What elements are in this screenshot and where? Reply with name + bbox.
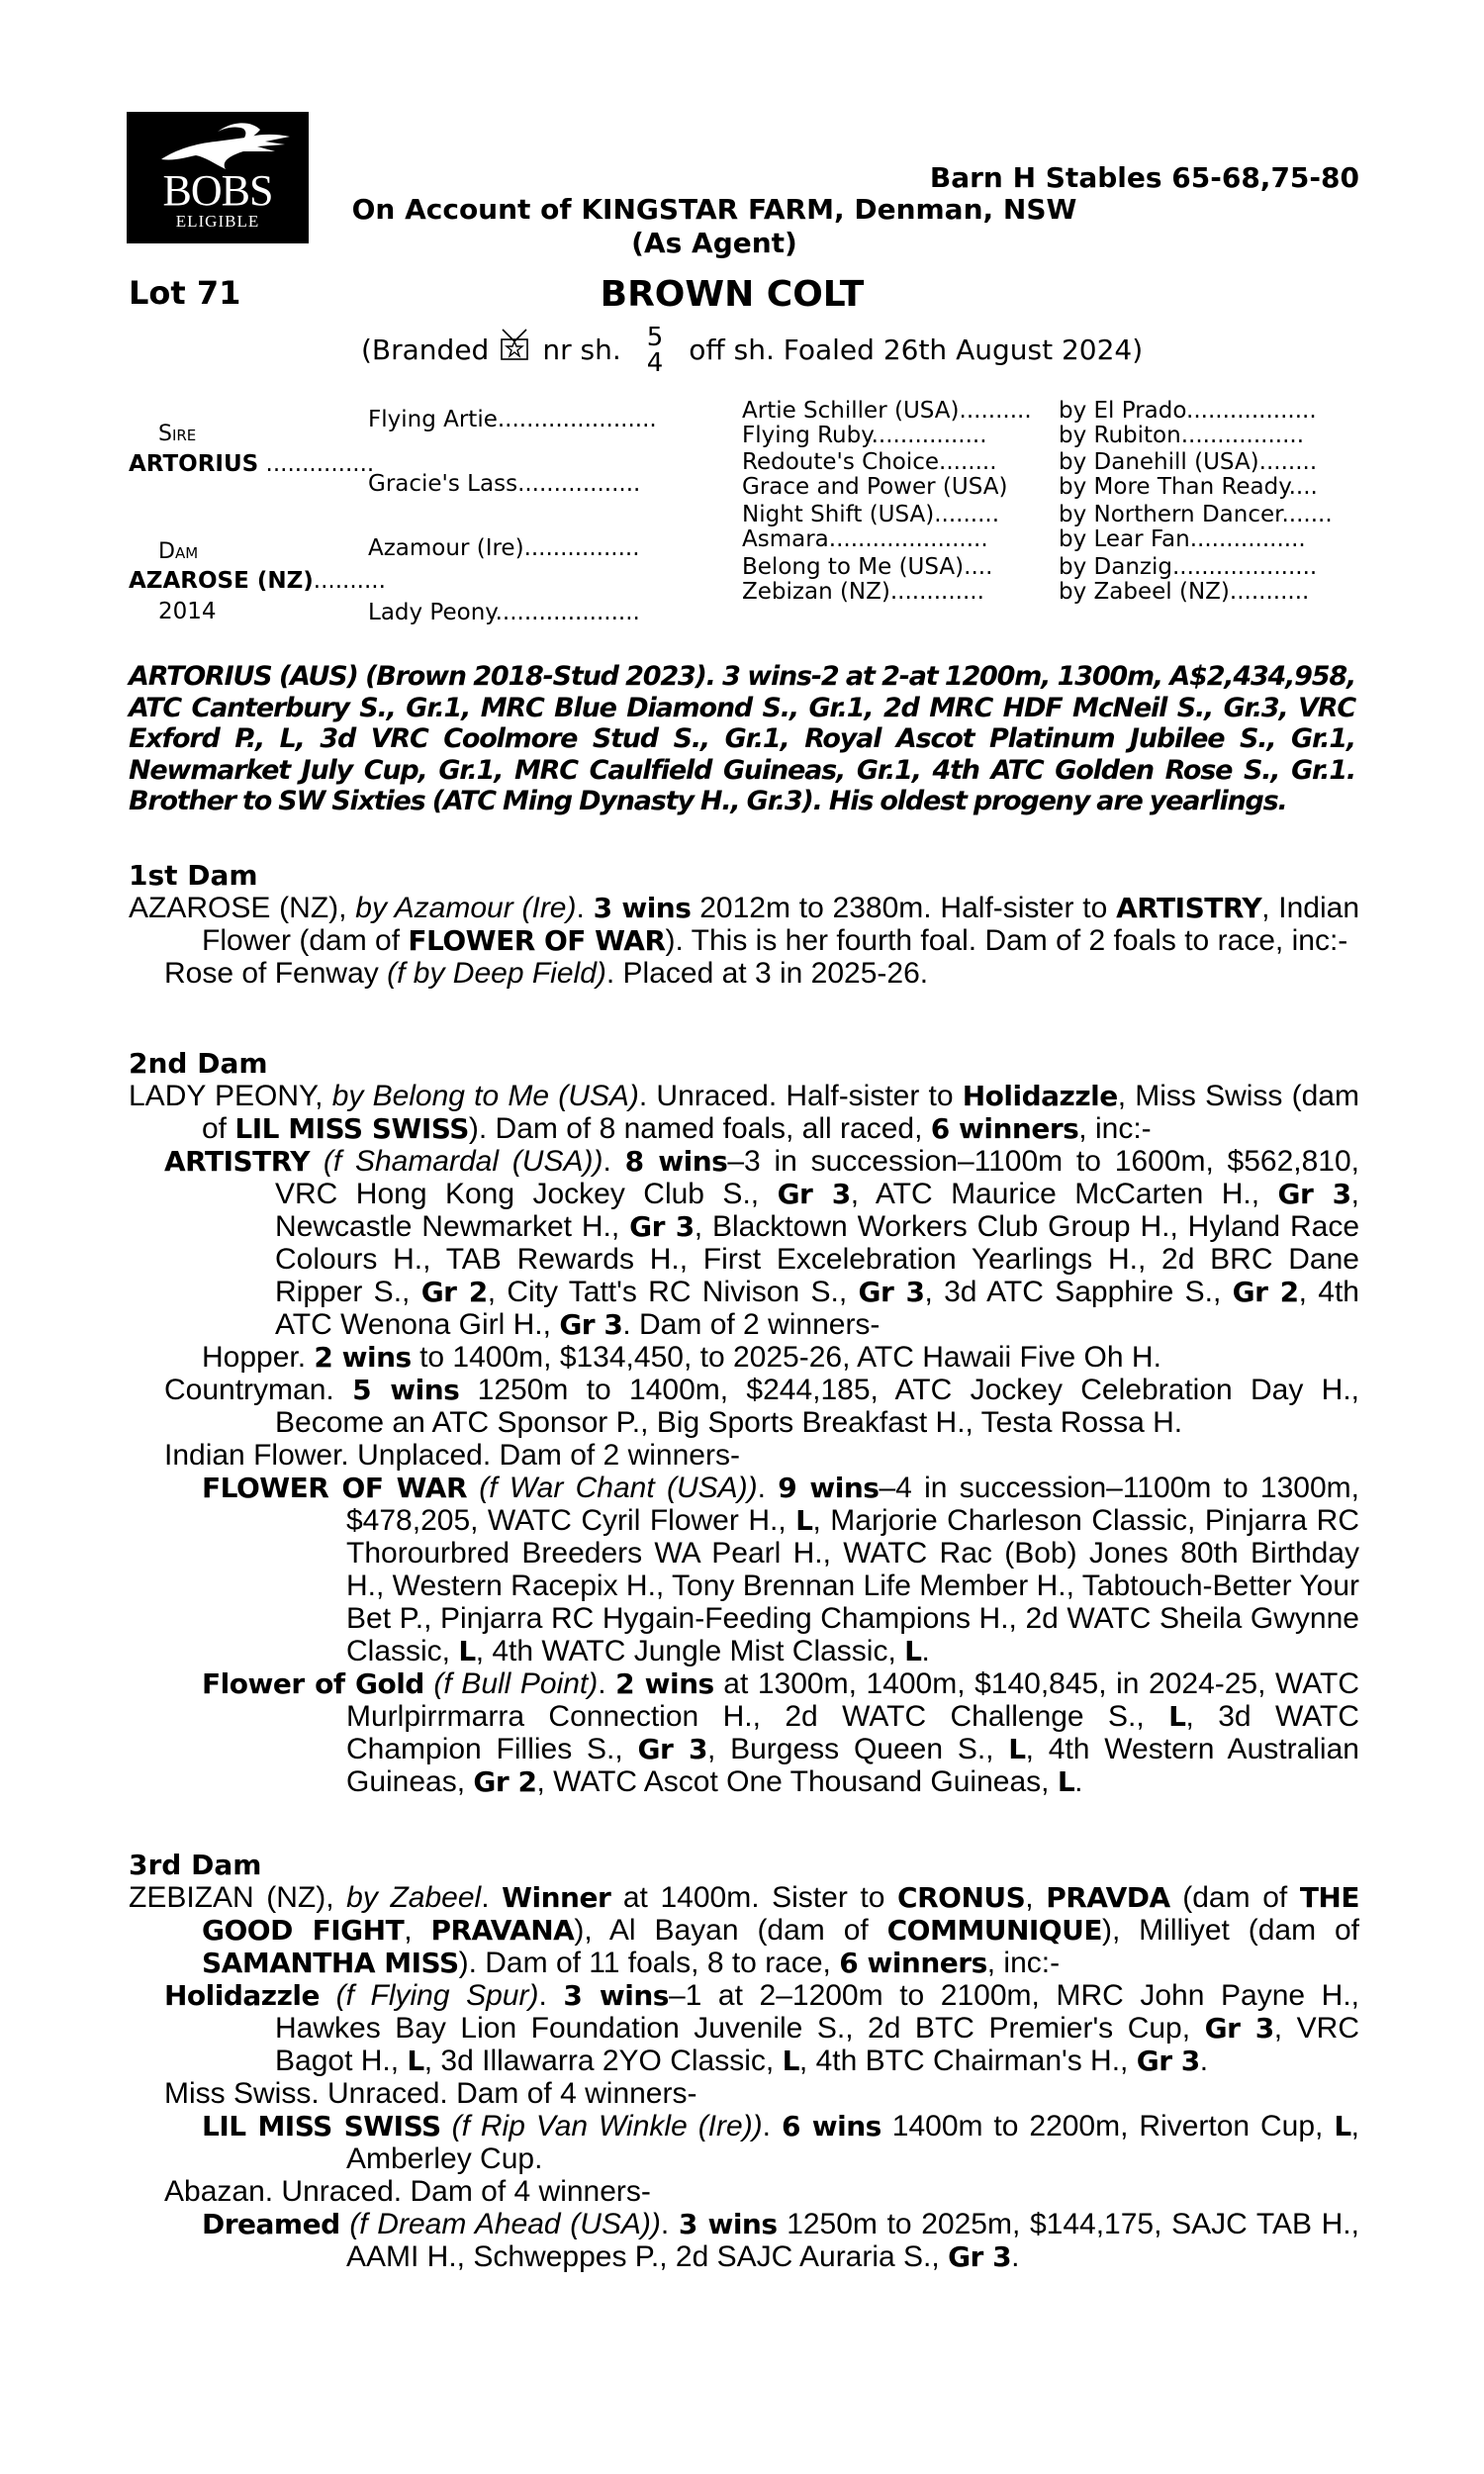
text: , Amberley Cup. <box>346 2110 1360 2175</box>
gen3-sire: by Rubiton <box>1059 423 1181 448</box>
gen2-row <box>368 533 640 563</box>
progeny-name: Flower of Gold <box>202 1667 424 1700</box>
race-grade: L <box>904 1635 922 1667</box>
text: , WATC Ascot One Thousand Guineas, <box>536 1765 1050 1798</box>
near-shoulder: nr sh. <box>542 333 621 366</box>
text: , 4th Western Australian Guineas, <box>346 1733 1359 1798</box>
gen3-sire: by Northern Dancer <box>1059 502 1282 527</box>
sire-name: ARTORIUS <box>129 451 259 477</box>
text: ). Dam of 11 foals, 8 to race, <box>458 1947 831 1979</box>
barn-location: Barn H Stables 65-68,75-80 <box>929 161 1359 194</box>
text: . <box>762 2110 772 2142</box>
brand-numerator: 5 <box>646 323 664 352</box>
dam-paragraph <box>129 892 1359 957</box>
dam-name: ZEBIZAN (NZ), <box>129 1881 334 1914</box>
progeny-entry <box>129 2110 1359 2175</box>
text: , City Tatt's RC Nivison S., <box>487 1276 848 1308</box>
gen2-row <box>368 405 657 434</box>
text: –1 at 2–1200m to 2100m, MRC John Payne H., Hawkes Bay Lion Foundation Juvenile S., 2d BTC Premier's Cup, <box>275 1979 1359 2045</box>
progeny-entry <box>129 1374 1359 1439</box>
gen3-sire-row <box>1059 577 1309 607</box>
text: , Miss Swiss (dam of <box>202 1080 1359 1145</box>
horse-name: ARTISTRY <box>1116 892 1262 924</box>
gen3-sire-row <box>1059 524 1306 554</box>
horse-name: LIL MISS SWISS <box>234 1112 469 1145</box>
text: . <box>603 1145 611 1178</box>
race-grade: Gr 2 <box>1232 1276 1299 1308</box>
horse-name: THE GOOD FIGHT <box>202 1881 1359 1947</box>
gen3-sire-dots: ........ <box>1258 449 1318 475</box>
text: , Marjorie Charleson Classic, Pinjarra RC Thorourbred Breeders WA Pearl H., WATC Rac (Bob) Jones 80th Birthday H., Western Racepix H., Tony Brennan Life Member H., Tabtouch-Better Your Bet P., Pinjarra RC Hygain-Feeding Champions H., 2d WATC Sheila Gwynne Classic, <box>346 1504 1359 1667</box>
sire-name-row <box>129 449 374 479</box>
text: , inc:- <box>986 1947 1061 1979</box>
gen3-sire-dots: .... <box>1288 474 1318 500</box>
race-grade: Gr 2 <box>420 1276 488 1308</box>
progeny-entry <box>129 957 1359 990</box>
text: . <box>1074 1765 1083 1798</box>
text: . <box>660 2208 670 2240</box>
race-grade: Gr 3 <box>948 2240 1012 2273</box>
progeny-text: to 1400m, $134,450, to 2025-26, ATC Hawaii Five Oh H. <box>419 1341 1161 1374</box>
race-grade: Gr 3 <box>629 1210 695 1243</box>
second-dam-section <box>129 1047 1359 1798</box>
race-grade: L <box>1008 1733 1026 1765</box>
wins: 3 wins <box>563 1979 669 2012</box>
gen3-sire-dots: .................... <box>1171 554 1318 580</box>
text: at 1400m. Sister to <box>622 1881 885 1914</box>
text: . <box>1011 2240 1020 2273</box>
gen2-dots: ................. <box>517 471 641 497</box>
progeny-pedigree: (f Flying Spur) <box>335 1979 539 2012</box>
race-grade: L <box>795 1504 813 1537</box>
brand-denominator: 4 <box>646 348 664 378</box>
progeny-entry <box>129 1979 1359 2077</box>
text: –3 in succession–1100m to 1600m, $562,810, VRC Hong Kong Jockey Club S., <box>275 1145 1360 1210</box>
progeny-name: Rose of Fenway <box>164 957 379 990</box>
dam-name-row <box>129 566 386 596</box>
dam-name: AZAROSE (NZ) <box>129 568 314 594</box>
gen2-row <box>368 598 640 627</box>
text: –4 in succession–1100m to 1300m, $478,205, WATC Cyril Flower H., <box>346 1472 1359 1537</box>
text: . <box>481 1881 490 1914</box>
dam-paragraph <box>129 1080 1359 1145</box>
text: . <box>576 892 585 924</box>
text: 2012m to 2380m. Half-sister to <box>699 892 1108 924</box>
horse-name: Holidazzle <box>962 1080 1118 1112</box>
gen3-name: Zebizan (NZ) <box>742 579 890 605</box>
gen3-sire: by More Than Ready <box>1059 474 1289 500</box>
gen3-row <box>742 472 1007 502</box>
progeny-entry: Indian Flower. Unplaced. Dam of 2 winners- <box>164 1439 740 1472</box>
off-shoulder-brand <box>647 325 664 376</box>
horse-name: PRAVDA <box>1046 1881 1170 1914</box>
race-grade: Gr 3 <box>858 1276 925 1308</box>
gen3-dots: .... <box>964 554 993 580</box>
section-heading: 2nd Dam <box>129 1047 268 1080</box>
text: , 3d WATC Champion Fillies S., <box>346 1700 1359 1765</box>
text: . <box>1199 2045 1209 2077</box>
gen3-dots: ........ <box>939 449 997 475</box>
horse-name: PRAVANA <box>430 1914 575 1947</box>
vendor-account: On Account of KINGSTAR FARM, Denman, NSW <box>351 193 1077 226</box>
dam-dots: .......... <box>313 568 386 594</box>
progeny-name: ARTISTRY <box>164 1145 311 1178</box>
gen3-sire: by Danzig <box>1059 554 1172 580</box>
text: ). Dam of 8 named foals, all raced, <box>468 1112 923 1145</box>
race-grade: L <box>458 1635 476 1667</box>
text: , 4th ATC Wenona Girl H., <box>275 1276 1359 1341</box>
sire-dots: ............... <box>265 451 375 477</box>
race-grade: L <box>1057 1765 1075 1798</box>
gen3-name: Night Shift (USA) <box>742 502 935 527</box>
progeny-entry <box>129 2208 1359 2273</box>
progeny-entry <box>129 1472 1359 1667</box>
text: , Newcastle Newmarket H., <box>275 1178 1359 1243</box>
sire-label: Sire <box>158 422 197 446</box>
text: . Dam of 2 winners- <box>622 1308 881 1341</box>
lot-title: BROWN COLT <box>600 274 865 315</box>
race-grade: Gr 3 <box>1277 1178 1351 1210</box>
agent-note: (As Agent) <box>631 227 797 259</box>
gen3-sire-dots: ........... <box>1229 579 1310 605</box>
text: , ATC Maurice McCarten H., <box>850 1178 1260 1210</box>
horse-name: SAMANTHA MISS <box>202 1947 459 1979</box>
text: , 4th BTC Chairman's H., <box>798 2045 1129 2077</box>
race-grade: Gr 3 <box>637 1733 707 1765</box>
brand-description <box>361 325 1143 376</box>
third-dam-section <box>129 1849 1359 2273</box>
text: ), Milliyet (dam of <box>1101 1914 1360 1947</box>
text: , Burgess Queen S., <box>706 1733 994 1765</box>
wins: 3 wins <box>593 892 692 924</box>
progeny-text: 1250m to 1400m, $244,185, ATC Jockey Celebration Day H., Become an ATC Sponsor P., Big Sports Breakfast H., Testa Rossa H. <box>275 1374 1359 1439</box>
text: , <box>1025 1881 1034 1914</box>
dam-sire: by Zabeel <box>346 1881 482 1914</box>
wins: 2 wins <box>615 1667 714 1700</box>
horse-name: FLOWER OF WAR <box>408 924 666 957</box>
race-grade: Gr 3 <box>1204 2012 1274 2045</box>
progeny-name: Holidazzle <box>164 1979 320 2012</box>
dam-name: AZAROSE (NZ), <box>129 892 347 924</box>
text: . <box>921 1635 930 1667</box>
gen3-name: Artie Schiller (USA) <box>742 398 960 424</box>
text: , 3d ATC Sapphire S., <box>924 1276 1222 1308</box>
race-grade: L <box>782 2045 799 2077</box>
wins: 2 wins <box>314 1341 412 1374</box>
progeny-entry: Miss Swiss. Unraced. Dam of 4 winners- <box>164 2077 697 2110</box>
text: . <box>538 1979 547 2012</box>
progeny-entry: Abazan. Unraced. Dam of 4 winners- <box>164 2175 651 2208</box>
text: at 1300m, 1400m, $140,845, in 2024-25, WATC Murlpirrmarra Connection H., 2d WATC Challenge S., <box>346 1667 1359 1733</box>
gen3-dots: ............. <box>889 579 984 605</box>
branded-prefix: (Branded <box>361 333 490 366</box>
text: , 4th WATC Jungle Mist Classic, <box>475 1635 896 1667</box>
progeny-name: Dreamed <box>202 2208 340 2240</box>
logo-brand-sub: ELIGIBLE <box>175 212 260 231</box>
gen3-name: Redoute's Choice <box>742 449 940 475</box>
text: (dam of <box>1182 1881 1288 1914</box>
progeny-text: . Placed at 3 in 2025-26. <box>605 957 929 990</box>
kingstar-brand-icon <box>499 328 530 361</box>
gen2-name: Gracie's Lass <box>368 471 518 497</box>
wins: 6 wins <box>781 2110 881 2142</box>
text: , Blacktown Workers Club Group H., Hyland Race Colours H., TAB Rewards H., First Excelebration Yearlings H., 2d BRC Dane Ripper S., <box>275 1210 1359 1308</box>
gen2-name: Flying Artie <box>368 407 498 432</box>
wins: 8 wins <box>624 1145 728 1178</box>
gen3-row <box>742 577 984 607</box>
logo-brand-word: BOBS <box>162 166 273 215</box>
gen2-row <box>368 469 640 499</box>
progeny-name: FLOWER OF WAR <box>202 1472 468 1504</box>
text: , inc:- <box>1078 1112 1152 1145</box>
gen2-name: Azamour (Ire) <box>368 535 524 561</box>
text: ), Al Bayan (dam of <box>574 1914 869 1947</box>
progeny-name: Hopper. <box>202 1341 307 1374</box>
foaled-date: off sh. Foaled 26th August 2024) <box>689 333 1144 366</box>
race-grade: Gr 3 <box>559 1308 623 1341</box>
gen3-row <box>742 524 988 554</box>
gen3-row <box>742 421 987 450</box>
gen3-name: Grace and Power (USA) <box>742 474 1008 500</box>
dam-name: LADY PEONY, <box>129 1080 324 1112</box>
progeny-pedigree: (f War Chant (USA)) <box>479 1472 758 1504</box>
text: 1400m to 2200m, Riverton Cup, <box>891 2110 1324 2142</box>
text: , <box>404 1914 413 1947</box>
gen3-dots: .......... <box>959 398 1032 424</box>
dam-sire: by Belong to Me (USA) <box>331 1080 639 1112</box>
section-heading: 1st Dam <box>129 859 258 892</box>
text: . Unraced. Half-sister to <box>638 1080 954 1112</box>
wins: 9 wins <box>778 1472 880 1504</box>
bobs-eligible-logo <box>127 112 309 243</box>
progeny-entry <box>129 1667 1359 1798</box>
wins: Winner <box>502 1881 611 1914</box>
progeny-name: Countryman. <box>164 1374 334 1406</box>
text: , Indian Flower (dam of <box>202 892 1360 957</box>
text: ). This is her fourth foal. Dam of 2 foals to race, inc:- <box>665 924 1348 957</box>
gen3-name: Flying Ruby <box>742 423 872 448</box>
race-grade: Gr 2 <box>473 1765 537 1798</box>
race-grade: Gr 3 <box>1136 2045 1200 2077</box>
first-dam-section <box>129 859 1359 990</box>
race-grade: L <box>1334 2110 1351 2142</box>
progeny-pedigree: (f by Deep Field) <box>387 957 606 990</box>
gen3-sire: by Lear Fan <box>1059 526 1190 552</box>
lot-number: Lot 71 <box>129 274 241 312</box>
text: , 3d Illawarra 2YO Classic, <box>423 2045 775 2077</box>
gen2-dots: ...................... <box>497 407 657 432</box>
dam-year: 2014 <box>158 599 217 624</box>
gen3-sire: by Danehill (USA) <box>1059 449 1259 475</box>
horse-head-icon <box>127 112 309 171</box>
dam-sire: by Azamour (Ire) <box>355 892 577 924</box>
gen2-dots: .................... <box>495 600 640 625</box>
progeny-entry <box>129 1341 1359 1374</box>
gen3-name: Belong to Me (USA) <box>742 554 965 580</box>
gen3-sire-dots: ....... <box>1281 502 1333 527</box>
text: . <box>598 1667 606 1700</box>
race-grade: Gr 3 <box>777 1178 851 1210</box>
progeny-pedigree: (f Bull Point) <box>433 1667 599 1700</box>
text: 1250m to 2025m, $144,175, SAJC TAB H., AAMI H., Schweppes P., 2d SAJC Auraria S., <box>346 2208 1359 2273</box>
progeny-pedigree: (f Dream Ahead (USA)) <box>349 2208 661 2240</box>
gen3-sire-row <box>1059 421 1304 450</box>
gen2-name: Lady Peony <box>368 600 496 625</box>
progeny-name: LIL MISS SWISS <box>202 2110 441 2142</box>
wins: 3 wins <box>678 2208 778 2240</box>
progeny-pedigree: (f Shamardal (USA)) <box>323 1145 603 1178</box>
wins: 5 wins <box>352 1374 460 1406</box>
gen3-sire: by Zabeel (NZ) <box>1059 579 1230 605</box>
race-grade: L <box>1168 1700 1186 1733</box>
horse-name: CRONUS <box>897 1881 1026 1914</box>
dam-paragraph <box>129 1881 1359 1979</box>
section-heading: 3rd Dam <box>129 1849 262 1881</box>
gen3-sire-dots: .................. <box>1186 398 1317 424</box>
text: , VRC Bagot H., <box>275 2012 1359 2077</box>
gen3-dots: ...................... <box>828 526 988 552</box>
winners-count: 6 winners <box>930 1112 1079 1145</box>
race-grade: L <box>407 2045 424 2077</box>
gen3-sire-dots: ................ <box>1189 526 1306 552</box>
gen3-dots: ......... <box>934 502 1000 527</box>
gen3-sire-dots: ................. <box>1180 423 1305 448</box>
text: . <box>757 1472 766 1504</box>
gen3-name: Asmara <box>742 526 829 552</box>
gen2-dots: ................ <box>523 535 640 561</box>
progeny-pedigree: (f Rip Van Winkle (Ire)) <box>451 2110 763 2142</box>
gen3-dots: ................ <box>871 423 987 448</box>
gen3-sire-row <box>1059 472 1318 502</box>
winners-count: 6 winners <box>839 1947 987 1979</box>
sire-paragraph: ARTORIUS (AUS) (Brown 2018-Stud 2023). 3 wins-2 at 2-at 1200m, 1300m, A$2,434,958, ATC Canterbury S., Gr.1, MRC Blue Diamond S., Gr.1, 2d MRC HDF McNeil S., Gr.3, VRC Exford P., L, 3d VRC Coolmore Stud S., Gr.1, Royal Ascot Platinum Jubilee S., Gr.1, Newmarket July Cup, Gr.1, MRC Caulfield Guineas, Gr.1, 4th ATC Golden Rose S., Gr.1. Brother to SW Sixties (ATC Ming Dynasty H., Gr.3). His oldest progeny are yearlings. <box>129 661 1355 816</box>
progeny-entry <box>129 1145 1359 1341</box>
gen3-sire: by El Prado <box>1059 398 1187 424</box>
horse-name: COMMUNIQUE <box>886 1914 1102 1947</box>
dam-label: Dam <box>158 539 199 564</box>
